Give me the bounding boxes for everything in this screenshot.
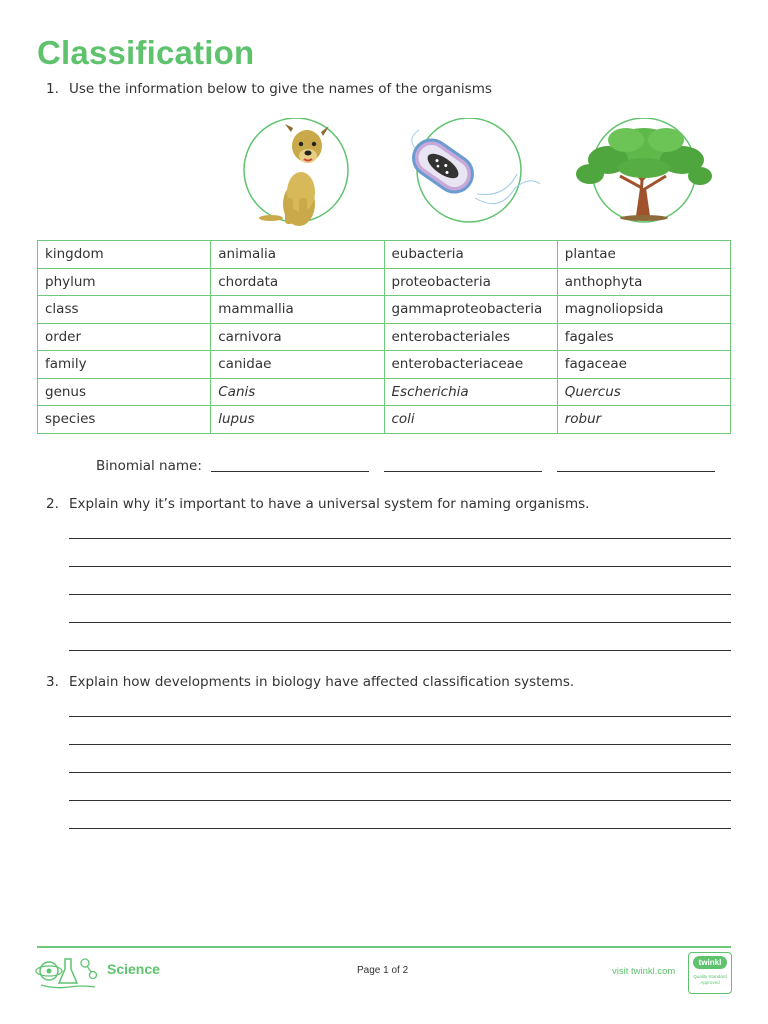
answer-line[interactable] [69, 800, 731, 801]
subject-label: Science [107, 961, 160, 977]
question-1 [46, 81, 492, 97]
question-number: 2. [46, 496, 59, 512]
answer-line[interactable] [69, 650, 731, 651]
quality-badge [688, 952, 732, 994]
value-cell: enterobacteriaceae [384, 351, 557, 379]
answer-line[interactable] [69, 828, 731, 829]
answer-line[interactable] [69, 538, 731, 539]
science-logo-icon [35, 951, 99, 991]
twinkl-logo: twinkl [693, 956, 727, 969]
value-cell: canidae [211, 351, 384, 379]
badge-text: Quality Standard Approved [693, 974, 727, 985]
value-cell: magnoliopsida [557, 296, 730, 324]
value-cell: fagales [557, 323, 730, 351]
answer-line[interactable] [69, 716, 731, 717]
value-cell: lupus [211, 406, 384, 434]
value-cell: eubacteria [384, 241, 557, 269]
answer-line[interactable] [69, 622, 731, 623]
answer-line[interactable] [69, 744, 731, 745]
footer-divider [37, 946, 731, 948]
answer-line[interactable] [69, 566, 731, 567]
value-cell: enterobacteriales [384, 323, 557, 351]
answer-line[interactable] [69, 772, 731, 773]
dog-image [241, 118, 353, 230]
value-cell: proteobacteria [384, 268, 557, 296]
value-cell: mammallia [211, 296, 384, 324]
value-cell: coli [384, 406, 557, 434]
value-cell: gammaproteobacteria [384, 296, 557, 324]
value-cell: Quercus [557, 378, 730, 406]
rank-cell: genus [38, 378, 211, 406]
table-row [38, 323, 731, 351]
binomial-answer-line-dog[interactable] [211, 471, 369, 472]
value-cell: chordata [211, 268, 384, 296]
value-cell: Canis [211, 378, 384, 406]
question-number: 3. [46, 674, 59, 690]
rank-cell: phylum [38, 268, 211, 296]
question-2 [46, 496, 589, 512]
value-cell: anthophyta [557, 268, 730, 296]
question-text: Use the information below to give the names of the organisms [69, 81, 492, 97]
value-cell: plantae [557, 241, 730, 269]
rank-cell: family [38, 351, 211, 379]
question-3 [46, 674, 574, 690]
rank-cell: kingdom [38, 241, 211, 269]
value-cell: carnivora [211, 323, 384, 351]
oak-tree-image [570, 118, 718, 228]
rank-cell: class [38, 296, 211, 324]
rank-cell: order [38, 323, 211, 351]
value-cell: Escherichia [384, 378, 557, 406]
website-link[interactable]: visit twinkl.com [612, 966, 676, 977]
table-row [38, 268, 731, 296]
bacterium-image [405, 118, 545, 228]
classification-table [37, 240, 731, 434]
table-row [38, 351, 731, 379]
question-text: Explain why it’s important to have a universal system for naming organisms. [69, 496, 590, 512]
binomial-answer-line-tree[interactable] [557, 471, 715, 472]
table-row [38, 378, 731, 406]
table-row [38, 296, 731, 324]
binomial-name-label: Binomial name: [96, 458, 202, 474]
value-cell: robur [557, 406, 730, 434]
page-title: Classification [37, 34, 255, 71]
answer-line[interactable] [69, 594, 731, 595]
page-number: Page 1 of 2 [357, 965, 409, 976]
value-cell: animalia [211, 241, 384, 269]
table-row [38, 241, 731, 269]
table-row [38, 406, 731, 434]
question-text: Explain how developments in biology have affected classification systems. [69, 674, 575, 690]
question-number: 1. [46, 81, 59, 97]
rank-cell: species [38, 406, 211, 434]
binomial-answer-line-bacterium[interactable] [384, 471, 542, 472]
organism-images [0, 118, 768, 233]
value-cell: fagaceae [557, 351, 730, 379]
